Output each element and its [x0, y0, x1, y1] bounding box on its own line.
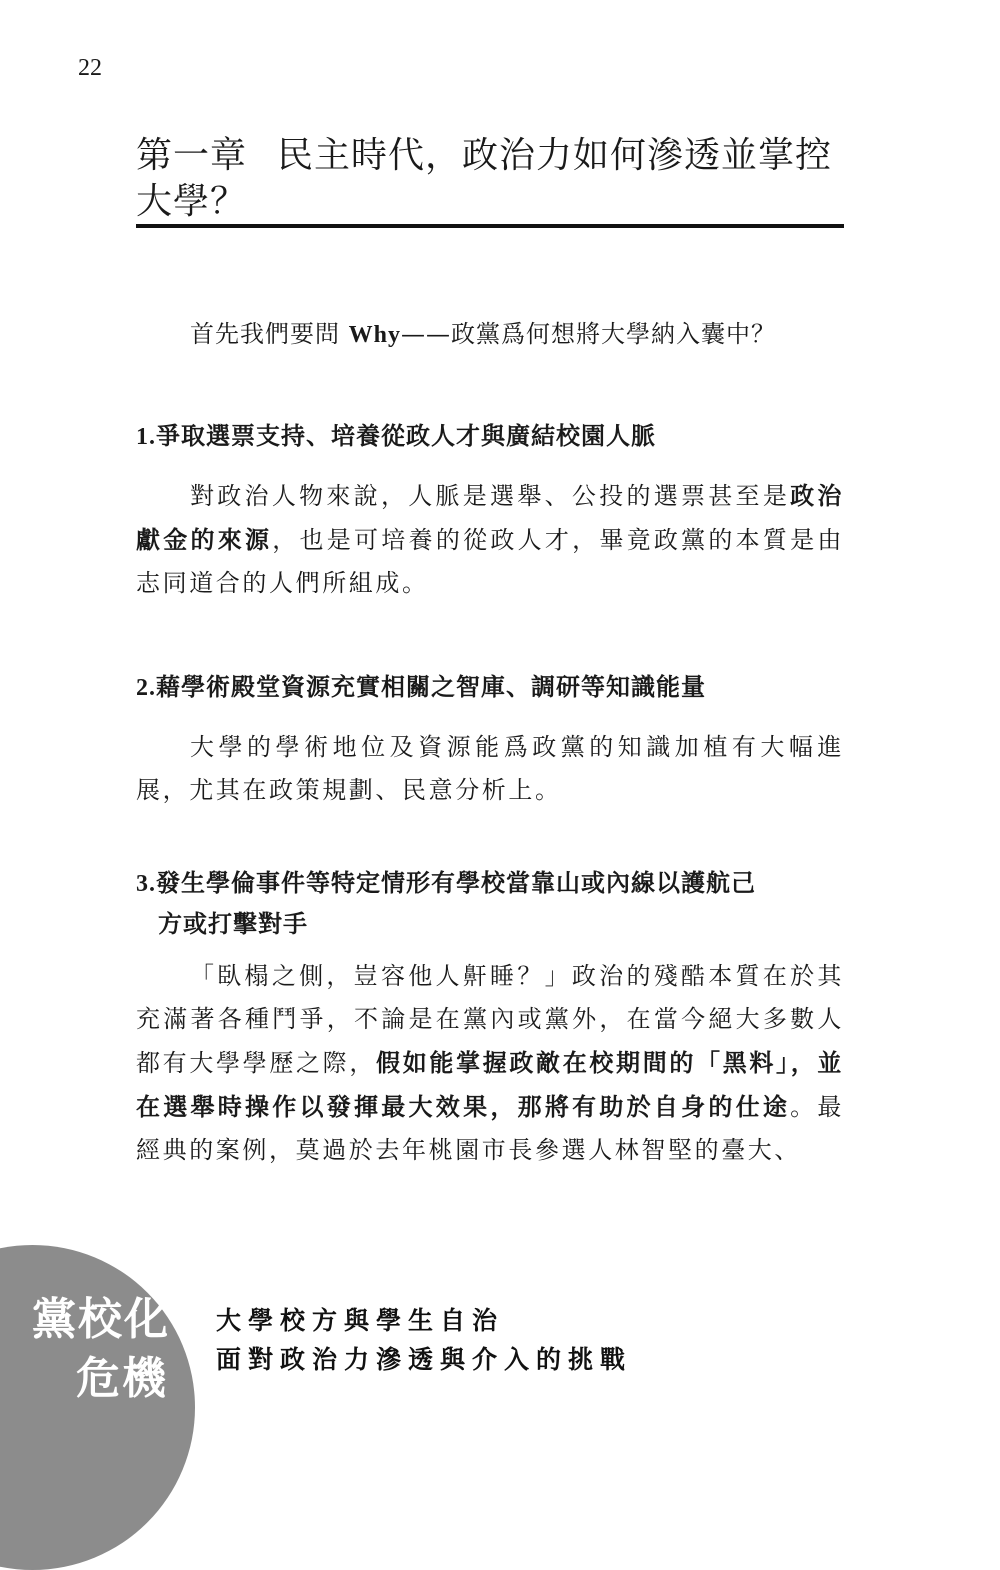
section-body-1 — [136, 474, 844, 605]
intro-after: ——政黨爲何想將大學納入囊中？ — [401, 320, 776, 348]
intro-why: Why — [348, 322, 401, 348]
chapter-title-text: 民主時代，政治力如何滲透並掌控大學？ — [136, 135, 833, 222]
title-rule — [136, 224, 844, 228]
footer-logo-text-2: 危機 — [76, 1353, 168, 1404]
body-3-bold: 假如能掌握政敵在校期間的「黑料」，並在選舉時操作以發揮最大效果，那將有助於自身的仕途 — [136, 1048, 844, 1121]
body-3-after: 。最經典的案例，莫過於去年桃園市長參選人林智堅的臺大、 — [136, 1093, 844, 1164]
footer-subtitle-1: 大學校方與學生自治 — [216, 1306, 505, 1335]
section-number-1: 1. — [136, 424, 156, 450]
body-2-text: 大學的學術地位及資源能爲政黨的知識加植有大幅進展，尤其在政策規劃、民意分析上。 — [136, 733, 844, 804]
section-body-2 — [136, 726, 844, 812]
section-heading-3 — [136, 863, 844, 944]
body-1-after: ，也是可培養的從政人才，畢竟政黨的本質是由志同道合的人們所組成。 — [136, 526, 844, 597]
page-number: 22 — [78, 55, 102, 81]
section-number-3: 3. — [136, 871, 156, 897]
section-heading-text-2: 藉學術殿堂資源充實相關之智庫、調研等知識能量 — [156, 672, 706, 701]
section-body-3 — [136, 955, 844, 1172]
body-1-before: 對政治人物來說，人脈是選舉、公投的選票甚至是 — [190, 482, 791, 510]
section-heading-2 — [136, 667, 844, 708]
footer-subtitle-2: 面對政治力滲透與介入的挑戰 — [216, 1345, 633, 1374]
footer-logo-text-1: 黨校化 — [32, 1294, 170, 1345]
intro-paragraph — [190, 314, 850, 355]
section-heading-text-3a: 發生學倫事件等特定情形有學校當靠山或內線以護航己 — [156, 868, 756, 897]
intro-before: 首先我們要問 — [190, 320, 349, 348]
section-heading-text-1: 爭取選票支持、培養從政人才與廣結校園人脈 — [156, 421, 656, 450]
chapter-title — [136, 133, 844, 225]
section-number-2: 2. — [136, 675, 156, 701]
chapter-number: 第一章 — [136, 135, 248, 176]
section-heading-1 — [136, 416, 844, 457]
body-3-before: 「臥榻之側，豈容他人鼾睡？」政治的殘酷本質在於其充滿著各種鬥爭，不論是在黨內或黨外，在當今絕大多數人都有大學學歷之際， — [136, 962, 844, 1077]
section-heading-text-3b: 方或打擊對手 — [158, 909, 308, 938]
body-1-bold: 政治獻金的來源 — [136, 481, 845, 554]
